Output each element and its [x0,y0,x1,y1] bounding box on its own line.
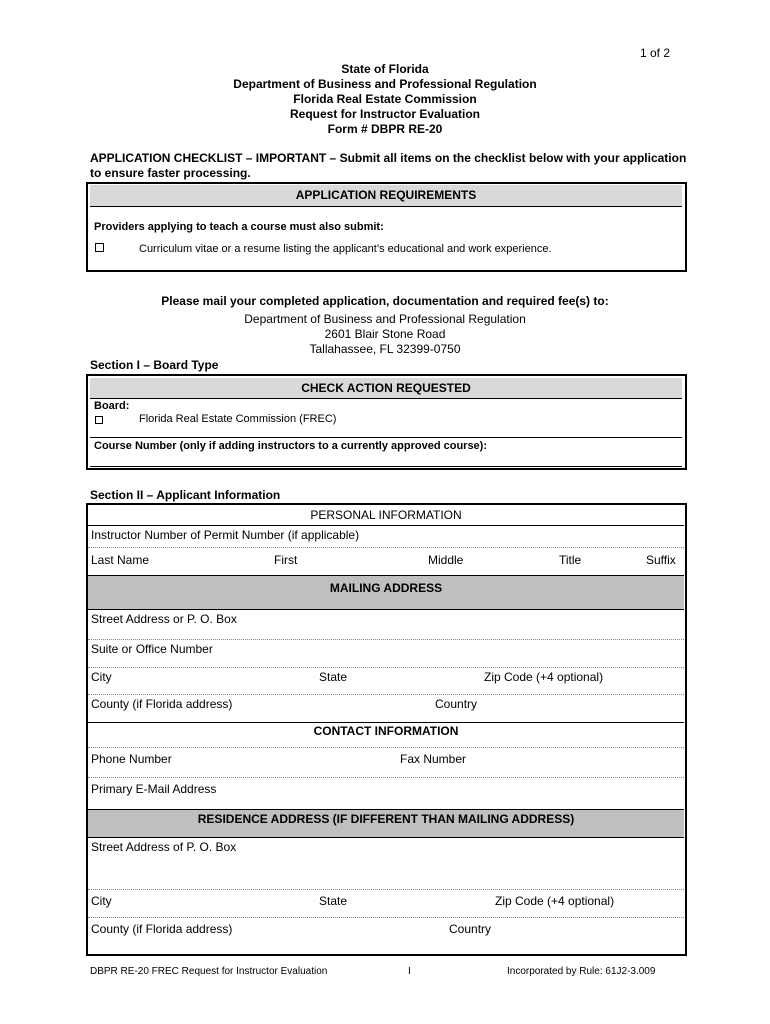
header-commission: Florida Real Estate Commission [293,92,477,106]
street-label: Street Address or P. O. Box [91,612,237,626]
res-city-label: City [91,894,112,908]
personal-heading: PERSONAL INFORMATION [310,508,462,522]
course-number-label: Course Number (only if adding instructors to a currently approved course): [94,440,488,452]
name-row[interactable] [88,548,684,576]
mailing-line-1: Department of Business and Professional Regulation [244,312,526,326]
res-country-label: Country [449,922,492,936]
res-county-row[interactable] [88,918,684,952]
contact-heading: CONTACT INFORMATION [313,724,459,738]
form-header [0,62,770,137]
country-label: Country [435,697,478,711]
street-row[interactable] [88,610,684,640]
footer-rule: Incorporated by Rule: 61J2-3.009 [507,966,656,977]
email-label: Primary E-Mail Address [91,782,217,796]
residence-heading-row [88,810,684,838]
header-form-title: Request for Instructor Evaluation [289,107,481,121]
board-label: Board: [94,400,130,412]
res-street-row[interactable] [88,838,684,890]
requirements-subheading: Providers applying to teach a course must also submit: [94,221,384,233]
mailing-title: Please mail your completed application, documentation and required fee(s) to: [161,294,609,308]
checklist-title: APPLICATION CHECKLIST – IMPORTANT – Submit all items on the checklist below with your application to ensure faster processing. [90,151,687,180]
fax-label: Fax Number [400,752,467,766]
county-row[interactable] [88,695,684,723]
mailing-address-heading: MAILING ADDRESS [329,581,443,595]
requirements-heading: APPLICATION REQUIREMENTS [90,185,682,207]
frec-option-label: Florida Real Estate Commission (FREC) [139,413,337,425]
page-number: 1 of 2 [640,46,671,60]
suite-label: Suite or Office Number [91,642,213,656]
section1-title: Section I – Board Type [90,358,219,372]
zip-label: Zip Code (+4 optional) [484,670,604,684]
instructor-number-row[interactable] [88,526,684,548]
title-label: Title [559,553,582,567]
first-name-label: First [274,553,298,567]
instructor-number-label: Instructor Number of Permit Number (if applicable) [91,528,360,542]
city-row[interactable] [88,668,684,695]
footer-page-marker: I [408,966,411,977]
suffix-label: Suffix [646,553,676,567]
header-form-number: Form # DBPR RE-20 [327,122,443,136]
phone-label: Phone Number [91,752,172,766]
state-label: State [319,670,348,684]
mailing-address [0,312,770,357]
res-county-label: County (if Florida address) [91,922,233,936]
suite-row[interactable] [88,640,684,668]
res-street-label: Street Address of P. O. Box [91,840,237,854]
mailing-line-3: Tallahassee, FL 32399-0750 [309,342,461,356]
phone-row[interactable] [88,748,684,778]
section2-title: Section II – Applicant Information [90,488,281,502]
last-name-label: Last Name [91,553,150,567]
frec-checkbox[interactable] [95,416,103,424]
res-state-label: State [319,894,348,908]
course-bottom-divider [90,466,682,467]
mailing-line-2: 2601 Blair Stone Road [324,327,446,341]
res-city-row[interactable] [88,890,684,918]
middle-name-label: Middle [428,553,464,567]
contact-heading-row [88,723,684,748]
personal-heading-row [88,507,684,526]
header-department: Department of Business and Professional Regulation [233,77,537,91]
email-row[interactable] [88,778,684,810]
requirements-item: Curriculum vitae or a resume listing the applicant’s educational and work experience. [139,243,552,255]
board-heading: CHECK ACTION REQUESTED [90,378,682,399]
footer-form-name: DBPR RE-20 FREC Request for Instructor Evaluation [90,966,328,977]
residence-heading: RESIDENCE ADDRESS (IF DIFFERENT THAN MAILING ADDRESS) [197,812,575,826]
header-state: State of Florida [341,62,429,76]
course-divider [90,437,682,438]
cv-checkbox[interactable] [95,243,104,252]
mailing-heading-row [88,576,684,610]
res-zip-label: Zip Code (+4 optional) [495,894,615,908]
county-label: County (if Florida address) [91,697,233,711]
city-label: City [91,670,112,684]
